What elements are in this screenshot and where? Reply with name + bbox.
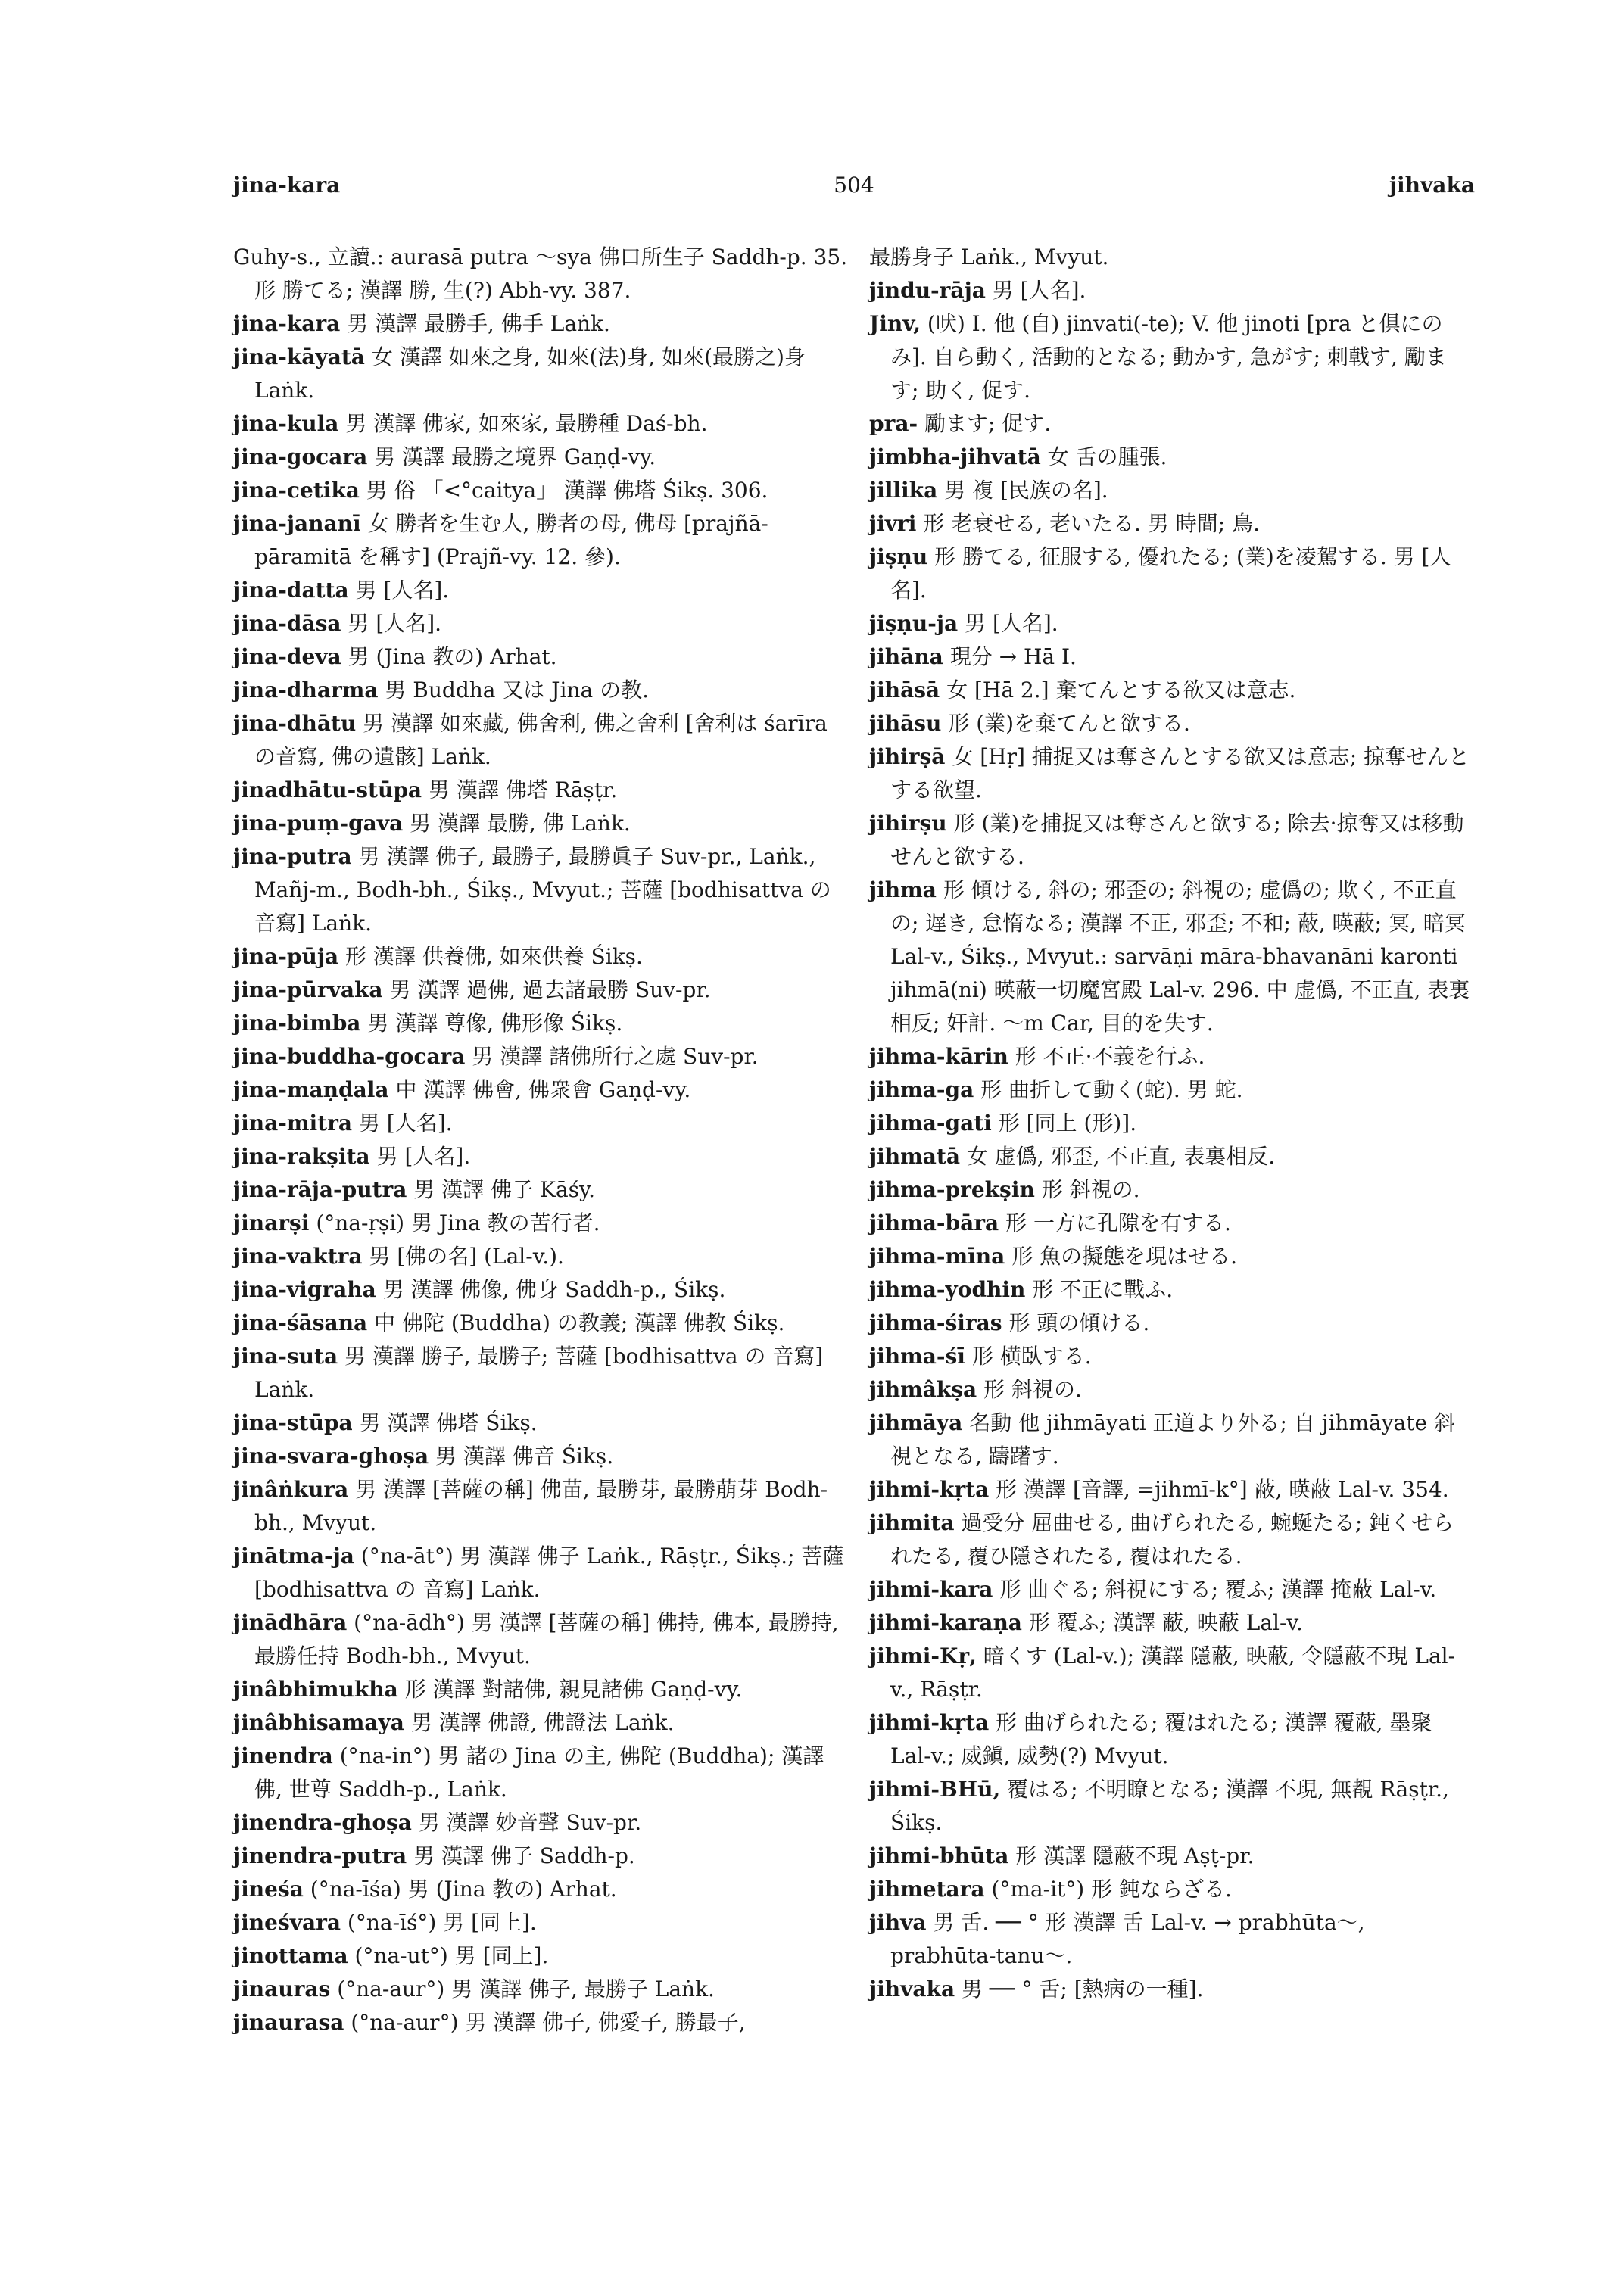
dictionary-entry: [869, 1640, 1475, 1706]
dictionary-entry: [869, 1473, 1475, 1506]
entry-definition: 男 (Jina 教の) Arhat.: [348, 644, 557, 669]
entry-headword: jihirṣu: [869, 811, 947, 836]
entry-definition: 男 [佛の名] (Lal-v.).: [369, 1244, 564, 1269]
entry-definition: 男 漢譯 過佛, 過去諸最勝 Suv-pr.: [389, 977, 711, 1002]
dictionary-entry: [233, 640, 854, 674]
entry-headword: jinottama: [233, 1943, 348, 1968]
dictionary-entry: [233, 1007, 854, 1040]
entry-definition: 形 勝てる, 征服する, 優れたる; (業)を凌駕する. 男 [人名].: [890, 544, 1451, 603]
dictionary-entry: [233, 1340, 854, 1407]
entry-headword: jihma: [869, 877, 937, 902]
entry-headword: jihmi-bhūta: [869, 1843, 1009, 1868]
entry-headword: jina-buddha-gocara: [233, 1044, 466, 1069]
entry-definition: 男 漢譯 勝子, 最勝子; 菩薩 [bodhisattva の 音寫] Laṅk.: [254, 1344, 824, 1402]
dictionary-entry: [869, 1606, 1475, 1640]
entry-headword: jineśvara: [233, 1910, 341, 1935]
dictionary-entry: [233, 1040, 854, 1073]
entry-definition: 男 漢譯 妙音聲 Suv-pr.: [418, 1810, 642, 1835]
entry-headword: jina-pūja: [233, 944, 339, 969]
entry-definition: 形 頭の傾ける.: [1008, 1310, 1150, 1335]
dictionary-entry: [869, 1840, 1475, 1873]
dictionary-entry: [233, 1606, 854, 1673]
dictionary-entry: [869, 1906, 1475, 1973]
entry-headword: jihmi-BHū,: [869, 1777, 1001, 1802]
entry-headword: jinātma-ja: [233, 1544, 354, 1569]
dictionary-entry: [233, 341, 854, 407]
entry-definition: 形 魚の擬態を現はせる.: [1011, 1244, 1237, 1269]
entry-definition: (°na-ṛṣi) 男 Jina 教の苦行者.: [316, 1210, 600, 1235]
entry-headword: jihāna: [869, 644, 943, 669]
entry-definition: 男 漢譯 佛子, 最勝子, 最勝眞子 Suv-pr., Laṅk., Mañj-m., Bodh-bh., Śikṣ., Mvyut.; 菩薩 [bodhisattva の 音寫] Laṅk.: [254, 844, 831, 936]
entry-definition: 過受分 屈曲せる, 曲げられたる, 蜿蜒たる; 鈍くせられたる, 覆ひ隱されたる, 覆はれたる.: [890, 1510, 1454, 1569]
entry-headword: jihmatā: [869, 1144, 960, 1169]
entry-definition: 形 不正·不義を行ふ.: [1015, 1044, 1205, 1069]
entry-definition: 最勝身子 Laṅk., Mvyut.: [869, 245, 1109, 269]
dictionary-entry: [869, 307, 1475, 407]
entry-definition: 形 不正に戰ふ.: [1032, 1277, 1174, 1302]
entry-definition: 男 漢譯 佛證, 佛證法 Laṅk.: [410, 1710, 675, 1735]
entry-definition: 男 [人名].: [358, 1111, 453, 1136]
dictionary-entry: [869, 1040, 1475, 1073]
entry-definition: 男 舌. ── ° 形 漢譯 舌 Lal-v. → prabhūta～, prabhūta-tanu～.: [890, 1910, 1365, 1968]
dictionary-entry: [233, 241, 854, 307]
entry-headword: jihmita: [869, 1510, 955, 1535]
entry-headword: jina-gocara: [233, 444, 368, 469]
entry-headword: jihmetara: [869, 1877, 985, 1902]
entry-definition: 覆はる; 不明瞭となる; 漢譯 不現, 無覩 Rāṣṭr., Śikṣ.: [890, 1777, 1449, 1835]
entry-headword: jihma-kārin: [869, 1044, 1008, 1069]
entry-definition: 男 漢譯 佛像, 佛身 Saddh-p., Śikṣ.: [382, 1277, 726, 1302]
page-header: [233, 173, 1475, 203]
entry-headword: jinādhāra: [233, 1610, 348, 1635]
entry-headword: jina-suta: [233, 1344, 338, 1369]
entry-definition: 男 漢譯 最勝之境界 Gaṇḍ-vy.: [374, 444, 656, 469]
entry-definition: (°na-aur°) 男 漢譯 佛子, 最勝子 Laṅk.: [337, 1977, 715, 2002]
page-number: 504: [834, 173, 874, 198]
entry-definition: 女 勝者を生む人, 勝者の母, 佛母 [prajñā-pāramitā を稱す] (Prajñ-vy. 12. 參).: [254, 511, 768, 569]
entry-definition: 形 曲げられたる; 覆はれたる; 漢譯 覆蔽, 墨聚 Lal-v.; 威鎭, 威勢(?) Mvyut.: [890, 1710, 1432, 1768]
entry-headword: jinâṅkura: [233, 1477, 349, 1502]
dictionary-entry: [869, 707, 1475, 740]
dictionary-entry: [869, 474, 1475, 507]
dictionary-entry: [233, 1440, 854, 1473]
dictionary-entry: [869, 807, 1475, 874]
entry-definition: 形 老衰せる, 老いたる. 男 時間; 鳥.: [923, 511, 1260, 536]
entry-headword: jina-pūrvaka: [233, 977, 383, 1002]
entry-headword: Jinv,: [869, 311, 921, 336]
dictionary-entry: [869, 607, 1475, 640]
entry-definition: 男 漢譯 最勝, 佛 Laṅk.: [410, 811, 631, 836]
entry-headword: jina-puṃ-gava: [233, 811, 404, 836]
left-column: [233, 241, 854, 2039]
entry-definition: 男 俗 「<°caitya」 漢譯 佛塔 Śikṣ. 306.: [366, 478, 768, 503]
entry-headword: jina-kula: [233, 411, 339, 436]
dictionary-entry: [869, 640, 1475, 674]
entry-headword: jiṣṇu-ja: [869, 611, 959, 636]
entry-headword: jihāsu: [869, 711, 942, 736]
dictionary-entry: [869, 507, 1475, 541]
entry-definition: 男 [人名].: [355, 578, 450, 603]
dictionary-entry: [869, 1706, 1475, 1773]
entry-definition: 形 曲折して動く(蛇). 男 蛇.: [980, 1077, 1243, 1102]
dictionary-entry: [233, 974, 854, 1007]
entry-headword: jina-jananī: [233, 511, 361, 536]
dictionary-entry: [233, 574, 854, 607]
dictionary-entry: [233, 1407, 854, 1440]
entry-definition: 男 ── ° 舌; [熱病の一種].: [962, 1977, 1204, 2002]
header-right-guide-word: jihvaka: [1389, 173, 1475, 198]
entry-definition: 中 漢譯 佛會, 佛衆會 Gaṇḍ-vy.: [395, 1077, 691, 1102]
entry-headword: jinaurasa: [233, 2010, 344, 2035]
entry-headword: jinendra-ghoṣa: [233, 1810, 412, 1835]
entry-headword: jihmi-kṛta: [869, 1710, 990, 1735]
dictionary-entry: [869, 1873, 1475, 1906]
dictionary-entry: [869, 1140, 1475, 1173]
entry-definition: 形 漢譯 對諸佛, 親見諸佛 Gaṇḍ-vy.: [404, 1677, 743, 1702]
entry-headword: jihma-yodhin: [869, 1277, 1026, 1302]
entry-definition: 男 [人名].: [965, 611, 1058, 636]
entry-headword: jinarṣi: [233, 1210, 310, 1235]
entry-headword: jina-rāja-putra: [233, 1177, 407, 1202]
entry-definition: 形 [同上 (形)].: [998, 1111, 1137, 1136]
entry-headword: jindu-rāja: [869, 278, 986, 303]
dictionary-entry: [233, 1073, 854, 1107]
entry-definition: 中 佛陀 (Buddha) の教義; 漢譯 佛教 Śikṣ.: [374, 1310, 785, 1335]
entry-headword: jinadhātu-stūpa: [233, 777, 422, 802]
entry-headword: jina-rakṣita: [233, 1144, 370, 1169]
entry-definition: 女 [Hā 2.] 棄てんとする欲又は意志.: [946, 678, 1296, 703]
entry-definition: 男 漢譯 佛塔 Rāṣṭr.: [428, 777, 618, 802]
entry-headword: jihma-bāra: [869, 1210, 999, 1235]
dictionary-entry: [233, 1140, 854, 1173]
entry-headword: jina-dharma: [233, 678, 379, 703]
dictionary-entry: [869, 674, 1475, 707]
dictionary-entry: [233, 1207, 854, 1240]
entry-headword: jihmāya: [869, 1410, 963, 1435]
dictionary-entry: [869, 1073, 1475, 1107]
entry-definition: 女 虚僞, 邪歪, 不正直, 表裏相反.: [966, 1144, 1276, 1169]
dictionary-entry: [869, 1240, 1475, 1273]
entry-headword: jina-deva: [233, 644, 341, 669]
entry-headword: jina-vaktra: [233, 1244, 363, 1269]
entry-headword: jiṣṇu: [869, 544, 928, 569]
entry-definition: 男 [人名].: [992, 278, 1086, 303]
entry-headword: jihmi-Kṛ,: [869, 1643, 977, 1668]
entry-definition: 男 漢譯 如來藏, 佛舍利, 佛之舍利 [舍利は śarīra の音寫, 佛の遺骸] Laṅk.: [254, 711, 828, 769]
dictionary-entry: [233, 1173, 854, 1207]
dictionary-entry: [869, 1107, 1475, 1140]
entry-headword: jinâbhimukha: [233, 1677, 398, 1702]
dictionary-entry: [233, 940, 854, 974]
entry-headword: jillika: [869, 478, 938, 503]
entry-definition: 形 傾ける, 斜の; 邪歪の; 斜視の; 虚僞の; 欺く, 不正直の; 遅き, 怠惰なる; 漢譯 不正, 邪歪; 不和; 蔽, 暎蔽; 冥, 暗冥 Lal-v., Śikṣ., Mvyut.: sarvāṇi māra-bhavanāni karonti jihmā(ni) 暎蔽一切魔宮殿 Lal-v. 296. 中 虚僞, 不正直, 表裏相反; 奸計. ～m Car, 目的を失す.: [890, 877, 1470, 1036]
entry-headword: jina-dhātu: [233, 711, 357, 736]
entry-headword: jihma-prekṣin: [869, 1177, 1035, 1202]
dictionary-entry: [233, 441, 854, 474]
entry-definition: (°na-in°) 男 諸の Jina の主, 佛陀 (Buddha); 漢譯 佛, 世尊 Saddh-p., Laṅk.: [254, 1743, 824, 1802]
entry-definition: 男 Buddha 又は Jina の教.: [385, 678, 649, 703]
entry-headword: jina-datta: [233, 578, 349, 603]
dictionary-entry: [869, 541, 1475, 607]
entry-definition: 暗くす (Lal-v.); 漢譯 隱蔽, 映蔽, 令隱蔽不現 Lal-v., Rāṣṭr.: [890, 1643, 1456, 1702]
entry-headword: jina-svara-ghoṣa: [233, 1444, 429, 1469]
entry-headword: jihma-mīna: [869, 1244, 1005, 1269]
entry-definition: 男 漢譯 佛家, 如來家, 最勝種 Daś-bh.: [345, 411, 708, 436]
entry-definition: Guhy-s., 立讀.: aurasā putra ～sya 佛口所生子 Saddh-p. 35. 形 勝てる; 漢譯 勝, 生(?) Abh-vy. 387.: [233, 245, 848, 303]
dictionary-entry: [233, 474, 854, 507]
entry-definition: 形 漢譯 隱蔽不現 Aṣṭ-pr.: [1015, 1843, 1255, 1868]
entry-definition: 男 漢譯 尊像, 佛形像 Śikṣ.: [367, 1011, 623, 1036]
entry-definition: (吠) I. 他 (自) jinvati(-te); V. 他 jinoti [pra と倶にのみ]. 自ら動く, 活動的となる; 動かす, 急がす; 刺戟す, 勵ます; 助く, 促す.: [890, 311, 1447, 403]
entry-definition: 形 一方に孔隙を有する.: [1005, 1210, 1231, 1235]
entry-headword: jihma-ga: [869, 1077, 974, 1102]
entry-headword: jimbha-jihvatā: [869, 444, 1041, 469]
entry-definition: (°na-īś°) 男 [同上].: [347, 1910, 537, 1935]
entry-definition: (°na-ādh°) 男 漢譯 [菩薩の稱] 佛持, 佛本, 最勝持, 最勝任持 Bodh-bh., Mvyut.: [254, 1610, 839, 1668]
dictionary-entry: [233, 1806, 854, 1840]
entry-headword: jina-cetika: [233, 478, 360, 503]
entry-headword: jina-stūpa: [233, 1410, 353, 1435]
entry-definition: 男 漢譯 [菩薩の稱] 佛苗, 最勝芽, 最勝萠芽 Bodh-bh., Mvyut.: [254, 1477, 828, 1535]
dictionary-entry: [233, 1939, 854, 1973]
right-column: [869, 241, 1475, 2006]
entry-definition: 形 (業)を捕捉又は奪さんと欲する; 除去·掠奪又は移動せんと欲する.: [890, 811, 1464, 869]
dictionary-entry: [233, 1973, 854, 2006]
dictionary-entry: [233, 1873, 854, 1906]
dictionary-entry: [869, 1173, 1475, 1207]
entry-definition: 形 曲ぐる; 斜視にする; 覆ふ; 漢譯 掩蔽 Lal-v.: [999, 1577, 1437, 1602]
entry-definition: (°na-ut°) 男 [同上].: [354, 1943, 549, 1968]
entry-headword: jina-kāyatā: [233, 344, 365, 369]
entry-headword: jihirṣā: [869, 744, 946, 769]
dictionary-entry: [233, 807, 854, 840]
entry-definition: 男 [人名].: [348, 611, 442, 636]
entry-definition: 男 漢譯 佛子 Saddh-p.: [413, 1843, 635, 1868]
dictionary-entry: [233, 1673, 854, 1706]
entry-definition: 女 舌の腫張.: [1047, 444, 1167, 469]
dictionary-entry: [869, 1407, 1475, 1473]
entry-definition: 形 漢譯 供養佛, 如來供養 Śikṣ.: [345, 944, 643, 969]
dictionary-entry: [869, 1773, 1475, 1840]
dictionary-entry: [869, 441, 1475, 474]
entry-definition: 男 漢譯 最勝手, 佛手 Laṅk.: [347, 311, 610, 336]
dictionary-entry: [233, 1307, 854, 1340]
dictionary-entry: [869, 1307, 1475, 1340]
entry-headword: jihmi-kara: [869, 1577, 993, 1602]
dictionary-entry: [233, 307, 854, 341]
entry-headword: jina-kara: [233, 311, 341, 336]
entry-headword: jina-śāsana: [233, 1310, 368, 1335]
dictionary-entry: [233, 1473, 854, 1540]
dictionary-entry: [869, 1340, 1475, 1373]
entry-definition: 男 [人名].: [376, 1144, 471, 1169]
dictionary-entry: [233, 407, 854, 441]
dictionary-entry: [233, 1706, 854, 1740]
entry-definition: 女 [Hṛ] 捕捉又は奪さんとする欲又は意志; 掠奪せんとする欲望.: [890, 744, 1470, 802]
dictionary-entry: [869, 1207, 1475, 1240]
entry-definition: (°na-īśa) 男 (Jina 教の) Arhat.: [310, 1877, 617, 1902]
entry-headword: jihmâkṣa: [869, 1377, 977, 1402]
entry-definition: 男 複 [民族の名].: [944, 478, 1108, 503]
entry-headword: pra-: [869, 411, 918, 436]
entry-headword: jihvaka: [869, 1977, 955, 2002]
dictionary-entry: [233, 1107, 854, 1140]
dictionary-entry: [233, 774, 854, 807]
entry-headword: jina-dāsa: [233, 611, 341, 636]
dictionary-entry: [869, 740, 1475, 807]
dictionary-entry: [869, 407, 1475, 441]
entry-headword: jina-vigraha: [233, 1277, 376, 1302]
entry-definition: 形 (業)を棄てんと欲する.: [948, 711, 1190, 736]
entry-headword: jina-maṇḍala: [233, 1077, 389, 1102]
entry-headword: jihāsā: [869, 678, 940, 703]
entry-headword: jihmi-kṛta: [869, 1477, 990, 1502]
entry-definition: 男 漢譯 諸佛所行之處 Suv-pr.: [472, 1044, 759, 1069]
entry-headword: jivri: [869, 511, 917, 536]
dictionary-entry: [233, 2006, 854, 2039]
dictionary-entry: [869, 274, 1475, 307]
dictionary-entry: [233, 1906, 854, 1939]
entry-headword: jina-putra: [233, 844, 352, 869]
dictionary-entry: [233, 1840, 854, 1873]
dictionary-entry: [233, 707, 854, 774]
dictionary-entry: [869, 1573, 1475, 1606]
entry-headword: jinendra-putra: [233, 1843, 407, 1868]
dictionary-entry: [869, 1373, 1475, 1407]
entry-definition: 男 漢譯 佛塔 Śikṣ.: [359, 1410, 538, 1435]
entry-definition: (°na-āt°) 男 漢譯 佛子 Laṅk., Rāṣṭr., Śikṣ.; 菩薩 [bodhisattva の 音寫] Laṅk.: [254, 1544, 844, 1602]
entry-definition: 形 斜視の.: [983, 1377, 1082, 1402]
entry-headword: jinendra: [233, 1743, 333, 1768]
entry-definition: 名動 他 jihmāyati 正道より外る; 自 jihmāyate 斜視となる, 躊躇す.: [890, 1410, 1455, 1469]
dictionary-entry: [233, 1540, 854, 1606]
entry-headword: jina-mitra: [233, 1111, 352, 1136]
dictionary-entry: [233, 607, 854, 640]
dictionary-entry: [233, 1273, 854, 1307]
dictionary-entry: [233, 1740, 854, 1806]
entry-headword: jinâbhisamaya: [233, 1710, 404, 1735]
dictionary-entry: [233, 507, 854, 574]
entry-definition: 勵ます; 促す.: [924, 411, 1052, 436]
entry-definition: 形 横臥する.: [971, 1344, 1092, 1369]
dictionary-entry: [869, 1506, 1475, 1573]
entry-headword: jineśa: [233, 1877, 304, 1902]
entry-definition: (°ma-it°) 形 鈍ならざる.: [991, 1877, 1232, 1902]
entry-headword: jihma-śī: [869, 1344, 965, 1369]
header-left-guide-word: jina-kara: [233, 173, 341, 198]
dictionary-entry: [233, 840, 854, 940]
dictionary-entry: [869, 1273, 1475, 1307]
entry-headword: jihmi-karaṇa: [869, 1610, 1022, 1635]
entry-definition: 形 漢譯 [音譯, =jihmī-k°] 蔽, 暎蔽 Lal-v. 354.: [996, 1477, 1449, 1502]
entry-headword: jina-bimba: [233, 1011, 361, 1036]
dictionary-entry: [869, 874, 1475, 1040]
dictionary-entry: [233, 1240, 854, 1273]
entry-definition: 男 漢譯 佛子 Kāśy.: [413, 1177, 596, 1202]
entry-definition: 男 漢譯 佛音 Śikṣ.: [435, 1444, 614, 1469]
dictionary-entry: [233, 674, 854, 707]
entry-headword: jihma-gati: [869, 1111, 992, 1136]
entry-headword: jihva: [869, 1910, 927, 1935]
dictionary-entry: [869, 241, 1475, 274]
entry-headword: jinauras: [233, 1977, 331, 2002]
entry-headword: jihma-śiras: [869, 1310, 1002, 1335]
entry-definition: 現分 → Hā I.: [949, 644, 1077, 669]
entry-definition: (°na-aur°) 男 漢譯 佛子, 佛愛子, 勝最子,: [351, 2010, 746, 2035]
entry-definition: 形 斜視の.: [1041, 1177, 1140, 1202]
dictionary-entry: [869, 1973, 1475, 2006]
entry-definition: 女 漢譯 如來之身, 如來(法)身, 如來(最勝之)身 Laṅk.: [254, 344, 806, 403]
entry-definition: 形 覆ふ; 漢譯 蔽, 映蔽 Lal-v.: [1028, 1610, 1303, 1635]
